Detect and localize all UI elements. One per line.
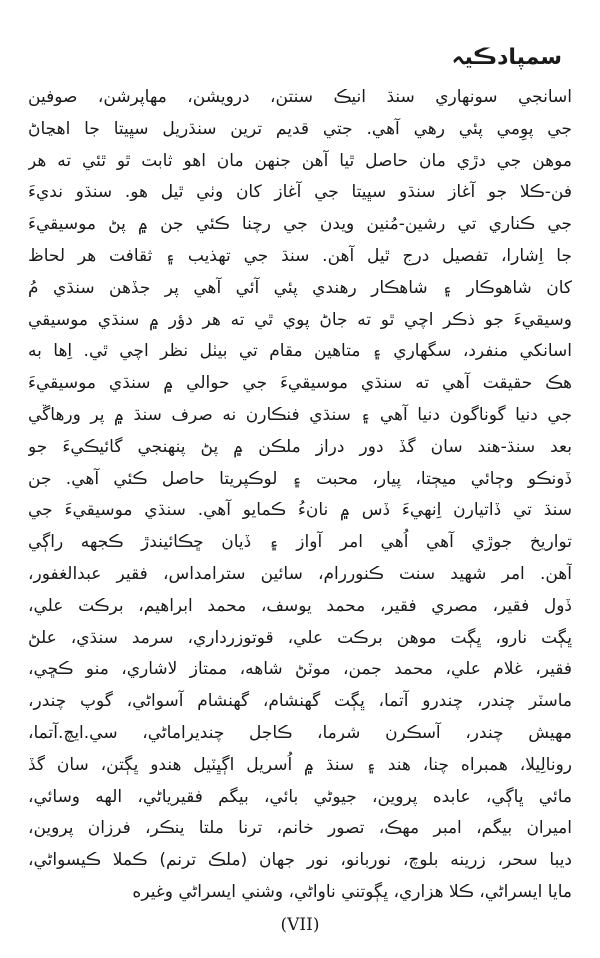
text-line: اميران بيگم، امبر مهڪ، تصور خانم، ترنا ملتا ينڪر، فرزان پروين، — [28, 818, 572, 839]
text-line: مائي ڀاڳي، عابده پروين، جيوڻي بائي، بيگم فقيرياڻي، الهه وسائي، — [28, 786, 572, 807]
text-line: اسانجي سونهاري سنڌ انيڪ سنتن، درويشن، مهاپرشن، صوفين — [28, 87, 572, 107]
text-line: فن-ڪلا جو آغاز سنڌو سڀيتا جي آغاز کان وٺي ٿيل هو. سنڌو نديءَ — [28, 182, 572, 203]
text-line: ديبا سحر، زرينه بلوچ، نوربانو، نور جهان (ملڪ ترنم) ڪملا ڪيسواڻي، — [28, 850, 572, 871]
text-line: ڏونڪو وڄائي ميڄتا، پيار، محبت ۽ لوڪپريتا حاصل ڪئي آهي. جن — [28, 468, 572, 489]
text-line: مايا ايسراڻي، ڪلا هزاري، ڀڳوتني ناواڻي، وشني ايسراڻي وغيره — [132, 881, 572, 902]
text-line: ڀڳت نارو، ڀڳت موهن برڪت علي، قوتوزرداري، سرمد سنڌي، علڻ — [28, 627, 572, 648]
text-line: کان شاهوڪار ۽ شاهڪار رهندي پئي آئي آهي پر جڏهن سنڌي مُ — [28, 277, 572, 298]
text-line: هڪ حقيقت آهي ته سنڌي موسيقيءَ جي حوالي ۾ سنڌي موسيقيءَ — [28, 373, 572, 394]
body-text — [28, 82, 572, 909]
text-line: ماسٽر چندر، چندرو آتما، ڀڳت گهنشام، گهنشام آسواڻي، گوپ چندر، — [28, 691, 572, 712]
text-line: فقير، غلام علي، محمد جمن، موٽڻ شاهه، ممتاز لاشاري، منو ڪڇي، — [28, 659, 572, 680]
text-line: رونالِيلا، همبراه چنا، هند ۽ سنڌ ۾ اُسريل اڳڀٽيل هندو ڀڳتن، سان گڏ — [28, 754, 572, 775]
text-line: آهن. امر شهيد سنت ڪنوررام، سائين سترامداس، فقير عبدالغفور، — [28, 563, 572, 584]
page-heading: سمپادڪيہ — [451, 45, 562, 70]
text-line: جا اِشارا، تفصيل درج ٿيل آهن. سنڌ جي تهذيب ۽ ثقافت هر لحاظ — [28, 245, 572, 266]
text-line: جي ڪناري تي رشين-مُنين ويدن جي رچنا ڪئي جن ۾ پڻ موسيقيءَ — [28, 214, 572, 235]
text-line: تواريخ جوڙي آهي اُهي امر آواز ۽ ڏيان ڇڪائيندڙ ڪجهه راڳي — [28, 532, 572, 553]
page-number: (VII) — [280, 915, 320, 935]
text-line: موهن جي دڙي مان حاصل ٿيا آهن جنهن مان اهو ثابت ٿو ٿئي ته هر — [28, 150, 572, 171]
text-line: سنڌ تي ڏاتيارن اِنهيءَ ڏس ۾ نانءُ ڪمايو آهي. سنڌي موسيقيءَ جي — [28, 500, 572, 521]
text-line: جي پوِمي پئي رهي آهي. جتي قديم ترين سنڌريل سڀيتا جا اهڃاڻ — [28, 118, 572, 139]
text-line: اسانکي منفرد، سگهاري ۽ متاهين مقام تي بيٺل نظر اچي ٿي. اِها به — [28, 341, 572, 362]
text-line: بعد سنڌ-هند سان گڏ دور دراز ملڪن ۾ پڻ پنهنجي گائيڪيءَ جو — [28, 436, 572, 457]
text-line: وسيقيءَ جو ذڪر اچي ٿو ته جاڻ پوي ٿي ته هر دؤر ۾ سنڌي موسيقي — [28, 309, 572, 330]
text-line: ڏول فقير، مصري فقير، محمد يوسف، محمد ابراهيم، برڪت علي، — [28, 595, 572, 616]
text-line: مهيش چندر، آسڪرن شرما، ڪاجل چنديراماڻي، سي.ايچ.آتما، — [28, 722, 572, 743]
text-line: جي دنيا گوناگون دنيا آهي ۽ سنڌي فنڪارن نه صرف سنڌ ۾ پر ورهاڱي — [28, 404, 572, 425]
